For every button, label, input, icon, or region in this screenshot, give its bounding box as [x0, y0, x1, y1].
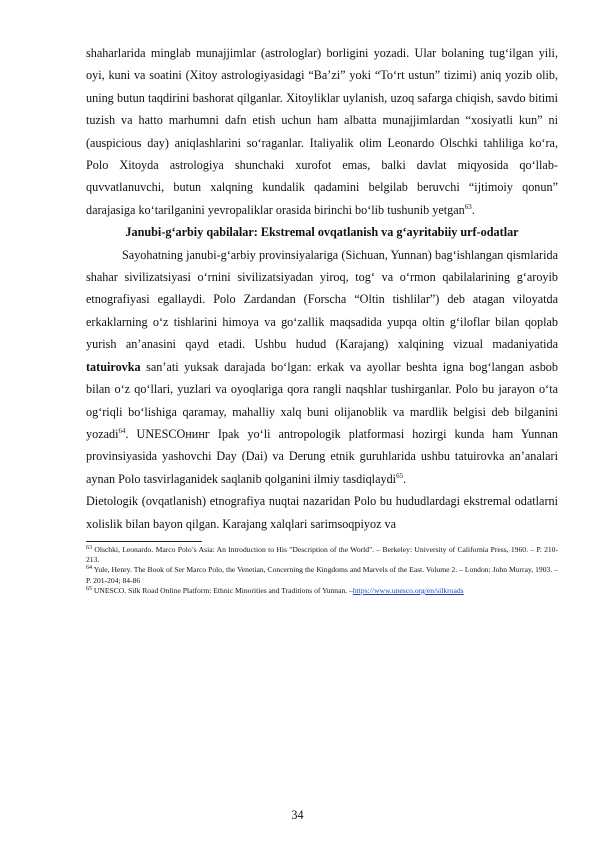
bold-term-tattoo: tatuirovka [86, 359, 141, 374]
footnote-separator [86, 541, 202, 542]
unesco-link[interactable]: https://www.unesco.org/en/silkroads [352, 585, 464, 595]
footnote-64: $^{64}$ Yule, Henry. The Book of Ser Marco Polo, the Venetian, Concerning the Kingdoms and Marvels of the East. Volume 2. – London: John Murray, 1903. – P. 201-204; 84-86 [86, 565, 558, 585]
paragraph-astrology: shaharlarida minglab munajjimlar (astrologlar) borligini yozadi. Ular bolaning tug‘ilgan yili, oyi, kuni va soatini (Xitoy astrologiyasidagi “Ba’zi” yoki “To‘rt ustun” tizimi) aniq yozib olib, uning butun taqdirini bashorat qilganlar. Xitoyliklar uylanish, uzoq safarga chiqish, savdo bitimi tuzish va hatto marhumni dafn etish uchun ham albatta munajjimlardan “xosiyatli kun” ni (auspicious day) aniqlashlarini so‘raganlar. Italiyalik olim Leonardo Olschki tahliliga ko‘ra, Polo Xitoyda astrologiya shunchaki xurofot emas, balki davlat miqyosida qo‘llab-quvvatlanuvchi, butun xalqning kundalik qadamini belgilab beruvchi “ijtimoiy qonun” darajasiga ko‘tarilganini yevropaliklar orasida birinchi bo‘lib tushunib yetgan$^{63}$. [86, 46, 558, 217]
footnote-63: $^{63}$ Olschki, Leonardo. Marco Polo’s Asia: An Introduction to His "Description of the World". – Berkeley: University of California Press, 1960. – P. 210-213. [86, 544, 559, 565]
footnote-ref-63[interactable]: 63 [464, 202, 472, 211]
page-number: 34 [291, 808, 304, 822]
paragraph-tribes: Sayohatning janubi-g‘arbiy provinsiyalariga (Sichuan, Yunnan) bag‘ishlangan qismlarida shahar sivilizatsiyasi o‘rnini sivilizatsiyadan yiroq, tog‘ va o‘rmon qabilalarining g‘aroyib etnografiyasi egallaydi. Polo Zardandan (Forscha “Oltin tishlilar”) deb atagan viloyatda erkaklarning o‘z tishlarini himoya va go‘zallik maqsadida yupqa oltin g‘iloflar bilan qoplab yurish an’anasini qayd etadi. Ushbu hudud (Karajang) xalqining vizual madaniyatida tatuirovka san’ati yuksak darajada bo‘lgan: erkak va ayollar beshta igna bog‘langan asbob bilan o‘z qo‘llari, yuzlari va oyoqlariga qora rangli naqshlar tushirganlar. Polo bu jarayon o‘ta og‘riqli bo‘lishiga qaramay, mahalliy xalq buni olijanoblik va mardlik belgisi deb bilganini yozadi$^{64}$. UNESCOнинг Ipak yo‘li antropologik platformasi hozirgi kunda ham Yunnan provinsiyasida yashovchi Day (Dai) va Derung etnik guruhlarida ushbu tatuirovka an’analari aynan Polo tasvirlaganidek saqlanib qolganini ilmiy tasdiqlaydi$^{65}$. [86, 247, 558, 486]
footnote-ref-65[interactable]: 65 [396, 471, 404, 480]
footnote-ref-64[interactable]: 64 [118, 426, 126, 435]
section-heading: Janubi-g‘arbiy qabilalar: Ekstremal ovqatlanish va g‘ayritabiiy urf-odatlar [125, 225, 519, 240]
footnote-65: $^{65}$ UNESCO. Silk Road Online Platform: Ethnic Minorities and Traditions of Yunnan. –https://www.unesco.org/en/silkroads [86, 585, 464, 595]
document-page [86, 42, 558, 596]
paragraph-diet: Dietologik (ovqatlanish) etnografiya nuqtai nazaridan Polo bu hududlardagi ekstremal odatlarni xolislik bilan bayon qilgan. Karajang xalqlari sarimsoqpiyoz va [86, 494, 558, 531]
